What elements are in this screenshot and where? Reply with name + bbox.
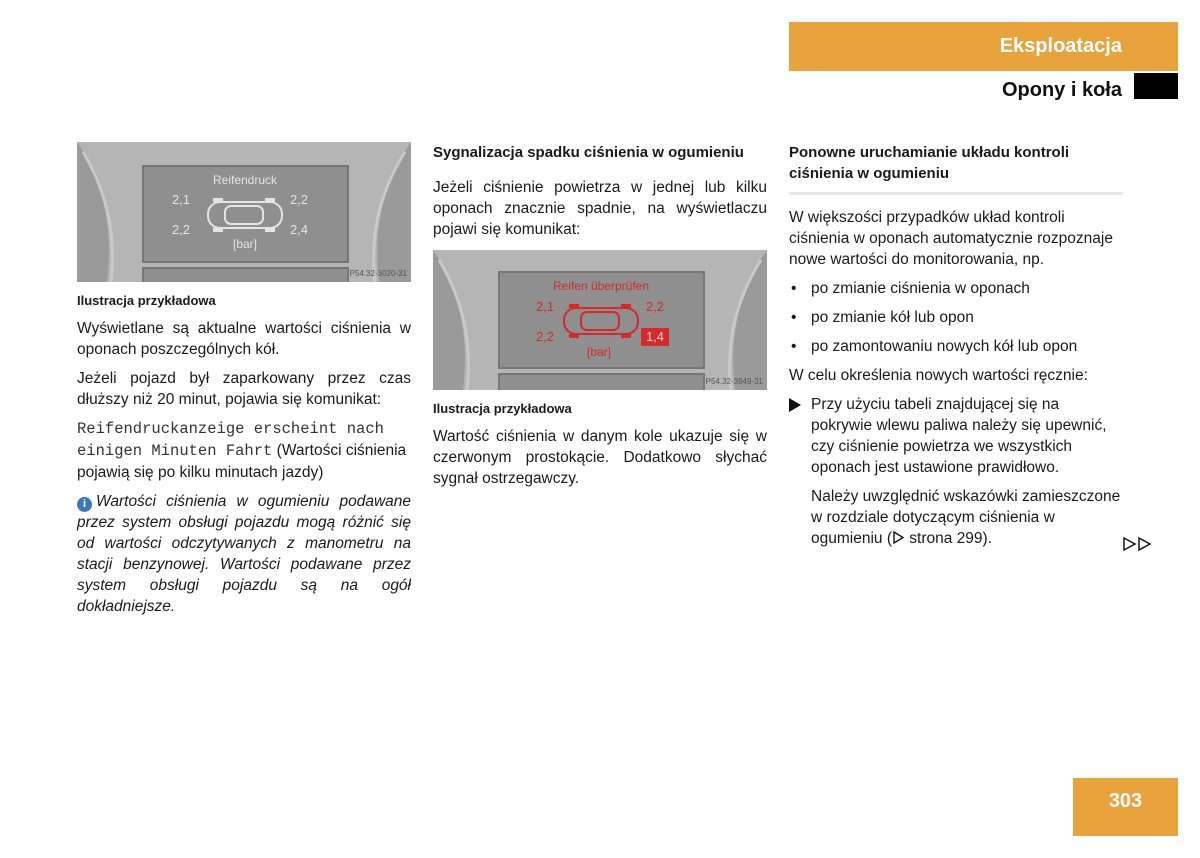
step-text: Przy użyciu tabeli znajdującej się na pokrywie wlewu paliwa należy się upewnić, czy ciśnienie powietrza we wszystkich oponach jest ustawione prawidłowo. <box>811 396 1107 476</box>
display-message-paragraph <box>77 418 411 483</box>
chapter-marker <box>1134 73 1178 99</box>
pressure-rear-left: 2,2 <box>535 329 555 344</box>
list-item: • po zamontowaniu nowych kół lub opon <box>789 336 1123 357</box>
figure-caption: Ilustracja przykładowa <box>433 401 572 416</box>
bullet-list <box>789 278 1123 357</box>
message-translation: (Wartości ciśnienia pojawią się po kilku minutach jazdy) <box>77 442 407 481</box>
pressure-rear-left: 2,2 <box>171 222 191 237</box>
column-middle <box>433 142 767 497</box>
info-note <box>77 491 411 617</box>
page-reference-arrow-icon <box>892 531 905 544</box>
display-message: Reifendruckanzeige erscheint nach einigen Minuten Fahrt <box>77 420 384 460</box>
column-right <box>789 142 1123 557</box>
column-left <box>77 142 411 625</box>
info-icon: i <box>77 497 92 512</box>
chapter-title: Opony i koła <box>1001 78 1122 101</box>
info-note-text: Wartości ciśnienia w ogumieniu podawane przez system obsługi pojazdu mogą różnić się od wartości odczytywanych z manometru na stacji benzynowej. Wartości podawane przez system obsługi pojazdu są na ogół dokładniejsze. <box>77 493 411 615</box>
section-heading: Ponowne uruchamianie układu kontroli ciśnienia w ogumieniu <box>789 144 1070 182</box>
heading-divider <box>789 192 1123 195</box>
figure-reference: P54.32-3949-31 <box>705 377 763 386</box>
figure-tire-warning-display <box>433 250 767 390</box>
display-unit: [bar] <box>232 237 258 251</box>
list-item: • po zmianie ciśnienia w oponach <box>789 278 1123 299</box>
figure-reference: P54.32-3020-31 <box>349 269 407 278</box>
pressure-front-right: 2,2 <box>645 299 665 314</box>
display-title: Reifendruck <box>212 173 278 187</box>
figure-tire-pressure-display <box>77 142 411 282</box>
page-number: 303 <box>1073 778 1178 836</box>
figure-caption: Ilustracja przykładowa <box>77 293 216 308</box>
section-heading: Sygnalizacja spadku ciśnienia w ogumieniu <box>433 144 744 161</box>
cross-reference-paragraph <box>789 486 1123 549</box>
cross-reference-text: Należy uwzględnić wskazówki zamieszczone w rozdziale dotyczącym ciśnienia w ogumieniu ( <box>811 488 1121 547</box>
continued-arrows-icon <box>1122 536 1154 552</box>
list-item: • po zmianie kół lub opon <box>789 307 1123 328</box>
paragraph: Jeżeli pojazd był zaparkowany przez czas dłuższy niż 20 minut, pojawia się komunikat: <box>77 370 411 408</box>
pressure-front-left: 2,1 <box>171 192 191 207</box>
paragraph: Jeżeli ciśnienie powietrza w jednej lub kilku oponach znacznie spadnie, na wyświetlaczu pojawi się komunikat: <box>433 179 767 238</box>
pressure-rear-right: 2,4 <box>289 222 309 237</box>
instruction-step <box>789 394 1123 478</box>
display-title: Reifen überprüfen <box>552 279 650 293</box>
paragraph: Wyświetlane są aktualne wartości ciśnienia w oponach poszczególnych kół. <box>77 320 411 358</box>
pressure-front-right: 2,2 <box>289 192 309 207</box>
paragraph: W większości przypadków układ kontroli ciśnienia w oponach automatycznie rozpoznaje nowe wartości do monitorowania, np. <box>789 209 1113 268</box>
display-unit: [bar] <box>586 345 612 359</box>
paragraph: Wartość ciśnienia w danym kole ukazuje się w czerwonym prostokącie. Dodatkowo słychać sygnał ostrzegawczy. <box>433 428 767 487</box>
pressure-rear-right: 1,4 <box>645 329 665 344</box>
section-header: Eksploatacja <box>789 22 1178 71</box>
cross-reference-page: strona 299). <box>905 530 993 547</box>
step-arrow-icon <box>789 398 801 412</box>
paragraph: W celu określenia nowych wartości ręcznie: <box>789 367 1088 384</box>
pressure-front-left: 2,1 <box>535 299 555 314</box>
